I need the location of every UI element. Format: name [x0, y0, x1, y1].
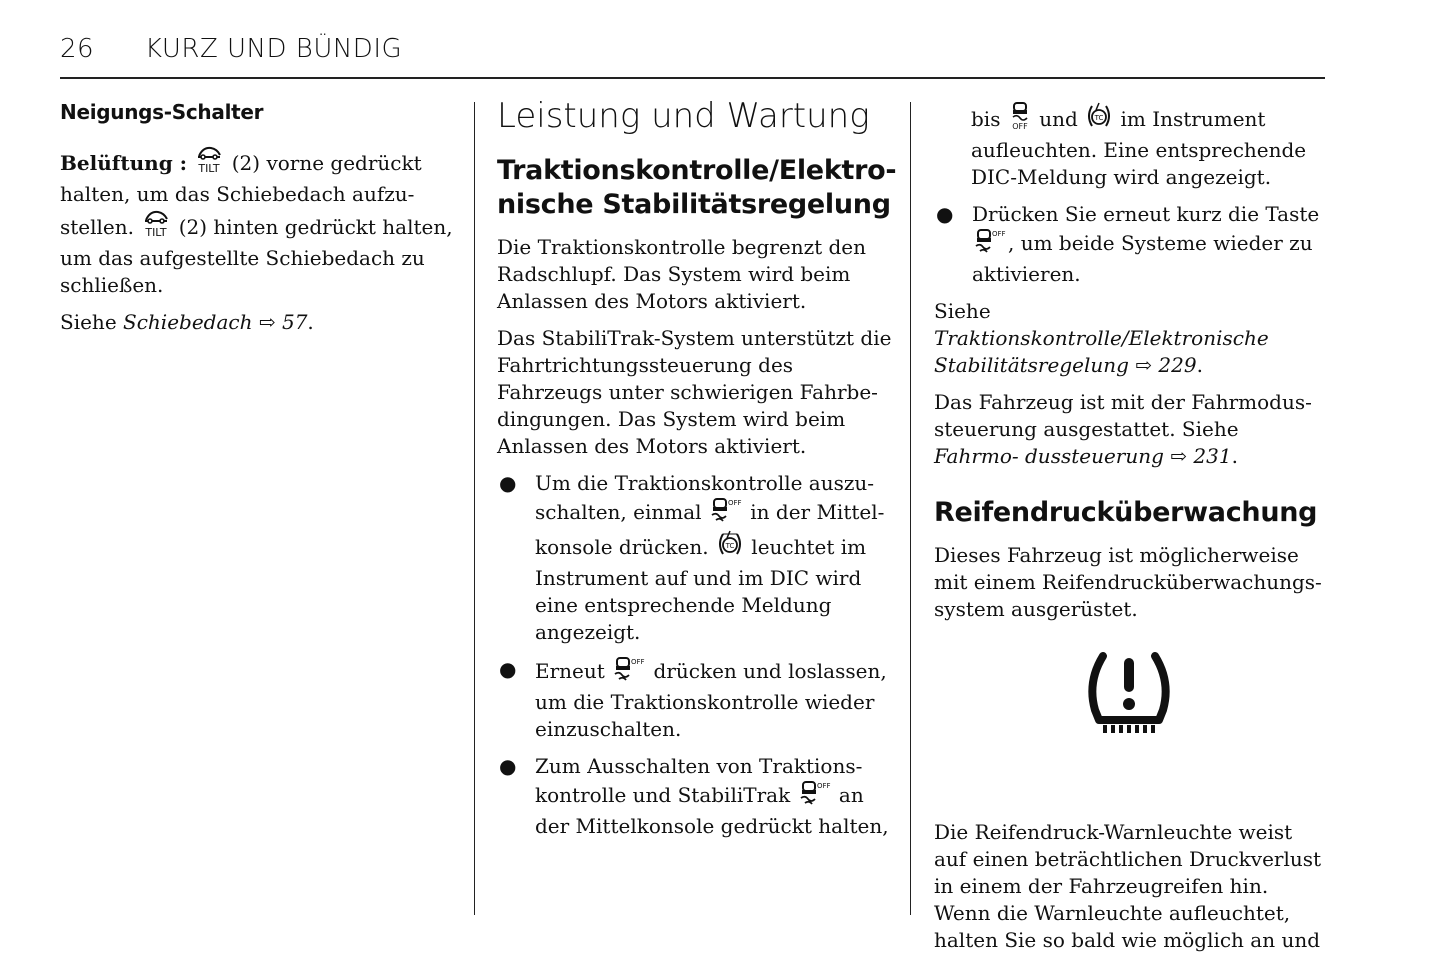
bullet3-text-a: Zum Ausschalten von Traktions- kontrolle und StabiliTrak: [535, 754, 863, 807]
list-item: [497, 656, 892, 743]
bullet2-text-b: drücken und loslassen, um die Traktionskontrolle wieder einzuschalten.: [535, 659, 887, 741]
bullet3-text-b: an der Mittelkonsole gedrückt halten,: [535, 783, 889, 838]
ventilation-paragraph: [60, 144, 455, 299]
header-rule: [60, 77, 1325, 79]
ref-prefix: Siehe: [934, 299, 991, 323]
cont-text-a: bis: [971, 107, 1001, 131]
ventilation-text-a: (2) vorne gedrückt halten, um das Schiebedach aufzu- stellen.: [60, 151, 422, 239]
column-divider-2: [910, 102, 911, 915]
ref-link-traction[interactable]: Traktionskontrolle/Elektronische Stabilitätsregelung: [934, 326, 1269, 377]
ventilation-label: Belüftung :: [60, 151, 188, 175]
column-1: [60, 96, 455, 346]
ref-link-drive-mode[interactable]: Fahrmo- dussteuerung: [934, 444, 1164, 468]
ventilation-text-b: (2) hinten gedrückt halten, um das aufgestellte Schiebedach zu schließen.: [60, 215, 453, 297]
bullet2-text-a: Erneut: [535, 659, 605, 683]
ref-link-schiebedach[interactable]: Schiebedach: [123, 310, 253, 334]
traction-list: [497, 470, 892, 840]
page-number: 26: [60, 34, 95, 64]
performance-heading: Leistung und Wartung: [497, 96, 870, 136]
tilt-sunroof-icon: [195, 144, 223, 181]
tc-warning-icon: [1086, 102, 1112, 137]
bullet-icon: ●: [936, 202, 954, 226]
svg-text:OFF: OFF: [816, 782, 831, 790]
bullet-icon: ●: [499, 657, 517, 681]
reactivate-list: [934, 201, 1329, 288]
tire-pressure-warning-icon: [1085, 650, 1173, 736]
ref-page[interactable]: 231: [1193, 444, 1232, 468]
svg-text:OFF: OFF: [727, 499, 742, 507]
tc-warning-icon: [717, 530, 743, 565]
svg-text:OFF: OFF: [1012, 122, 1028, 130]
list-item: [497, 470, 892, 646]
bullet-icon: ●: [499, 754, 517, 778]
drive-mode-text: Das Fahrzeug ist mit der Fahrmodus- steuerung ausgestattet. Siehe: [934, 390, 1312, 441]
traction-heading: Traktionskontrolle/Elektro- nische Stabilitätsregelung: [497, 155, 897, 220]
cont-text-b: und: [1039, 107, 1078, 131]
bullet4-text-b: , um beide Systeme wieder zu aktivieren.: [972, 231, 1313, 286]
column-divider-1: [474, 102, 475, 915]
bullet1-text-c: leuchtet im Instrument auf und im DIC wird eine entsprechende Meldung angezeigt.: [535, 535, 867, 644]
ref-suffix: .: [307, 310, 314, 334]
ref-prefix: Siehe: [60, 310, 117, 334]
traction-off-icon: [1009, 102, 1031, 137]
ref-suffix: .: [1196, 353, 1203, 377]
tilt-sunroof-icon: [142, 208, 170, 245]
bullet1-text-b: in der Mittel- konsole drücken.: [535, 500, 885, 559]
svg-text:TILT: TILT: [145, 226, 168, 238]
section-title: KURZ UND BÜNDIG: [145, 34, 403, 64]
ref-page[interactable]: 229: [1158, 353, 1197, 377]
column-2: [497, 96, 897, 850]
traction-off-icon: [613, 656, 645, 689]
arrow-icon: ⇨: [1135, 353, 1153, 377]
cont-text-c: im Instrument aufleuchten. Eine entsprechende DIC-Meldung wird angezeigt.: [971, 107, 1307, 189]
tpms-heading: Reifendrucküberwachung: [934, 497, 1318, 528]
sunroof-reference: [60, 309, 455, 336]
tpms-paragraph: Dieses Fahrzeug ist möglicherweise mit einem Reifendrucküberwachungs- system ausgerüstet.: [934, 543, 1322, 621]
bullet4-text-a: Drücken Sie erneut kurz die Taste: [972, 202, 1320, 226]
tpms-warning-paragraph: Die Reifendruck-Warnleuchte weist auf einen beträchtlichen Druckverlust in einem der Fahrzeugreifen hin. Wenn die Warnleuchte aufleuchtet, halten Sie so bald wie möglich an und: [934, 820, 1322, 952]
neigungs-heading: Neigungs-Schalter: [60, 100, 264, 124]
bullet-icon: ●: [499, 471, 517, 495]
traction-off-icon: [799, 780, 831, 813]
list-item: [934, 201, 1329, 288]
svg-text:OFF: OFF: [631, 658, 645, 666]
traction-reference: [934, 298, 1329, 379]
list-item: [497, 753, 892, 840]
svg-text:TILT: TILT: [198, 162, 221, 174]
traction-off-icon: [710, 497, 742, 530]
ref-page[interactable]: 57: [281, 310, 308, 334]
traction-paragraph: Die Traktionskontrolle begrenzt den Radschlupf. Das System wird beim Anlassen des Motors aktiviert.: [497, 235, 867, 313]
arrow-icon: ⇨: [1170, 444, 1188, 468]
bullet3-continuation: [934, 102, 1329, 191]
arrow-icon: ⇨: [258, 310, 276, 334]
stabilitrak-paragraph: Das StabiliTrak-System unterstützt die Fahrtrichtungssteuerung des Fahrzeugs unter schwierigen Fahrbe- dingungen. Das System wird beim Anlassen des Motors aktiviert.: [497, 326, 892, 458]
svg-text:OFF: OFF: [992, 230, 1006, 238]
svg-text:TC: TC: [1094, 114, 1104, 122]
traction-off-icon: [974, 228, 1006, 261]
svg-text:TC: TC: [725, 542, 735, 550]
drive-mode-paragraph: [934, 389, 1329, 470]
ref-suffix: .: [1231, 444, 1238, 468]
bullet1-text-a: Um die Traktionskontrolle auszu- schalten, einmal: [535, 471, 875, 524]
column-3: [934, 96, 1329, 964]
